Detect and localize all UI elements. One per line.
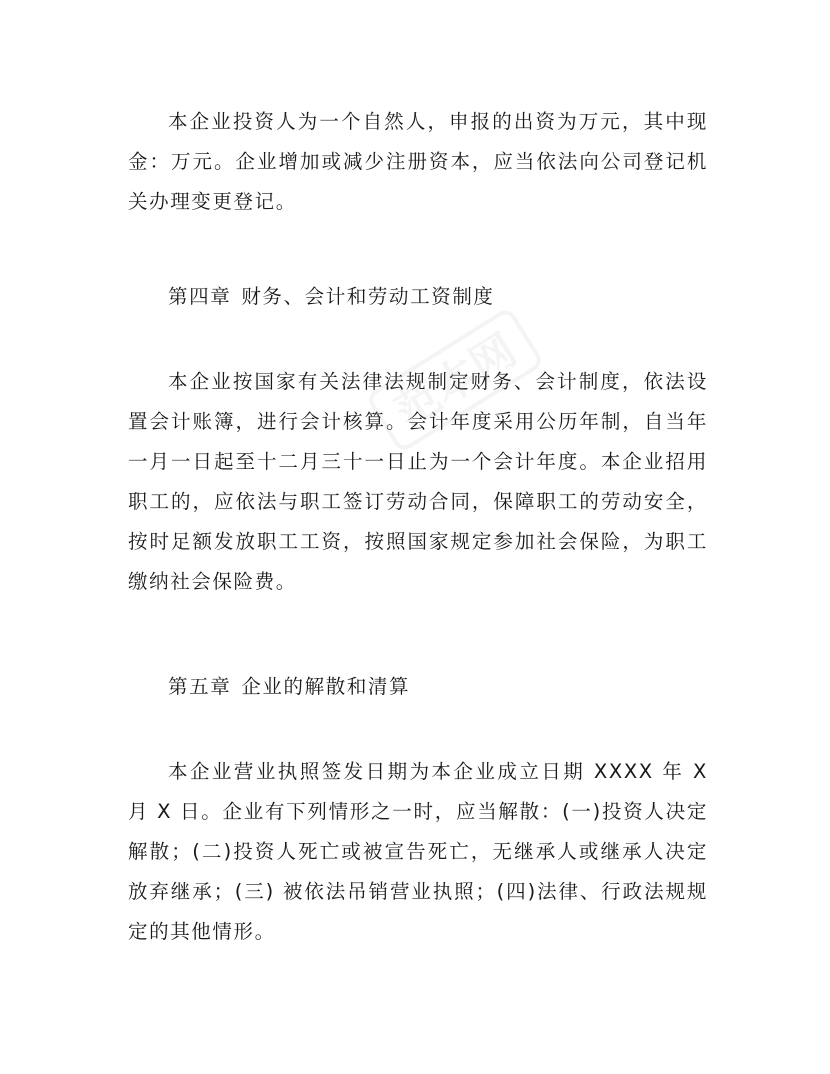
chapter-4-title: 财务、会计和劳动工资制度: [241, 285, 495, 308]
chapter-5-number: 第五章: [168, 675, 232, 698]
paragraph-dissolution: 本企业营业执照签发日期为本企业成立日期 XXXX 年 X 月 X 日。企业有下列情形之一时，应当解散：(一)投资人决定解散；(二)投资人死亡或被宣告死亡，无继承人或继承人决定放弃继承；(三) 被依法吊销营业执照；(四)法律、行政法规规定的其他情形。: [128, 760, 708, 943]
paragraph-capital: 本企业投资人为一个自然人，申报的出资为万元，其中现金：万元。企业增加或减少注册资本，应当依法向公司登记机关办理变更登记。: [128, 110, 708, 213]
watermark-text: 范本网: [386, 324, 526, 438]
chapter-4-number: 第四章: [168, 285, 232, 308]
chapter-4-heading: [168, 277, 495, 317]
chapter-5-heading: [168, 667, 410, 707]
chapter-5-title: 企业的解散和清算: [241, 675, 411, 698]
paragraph-accounting: 本企业按国家有关法律法规制定财务、会计制度，依法设置会计账簿，进行会计核算。会计年度采用公历年制，自当年一月一日起至十二月三十一日止为一个会计年度。本企业招用职工的，应依法与职工签订劳动合同，保障职工的劳动安全，按时足额发放职工工资，按照国家规定参加社会保险，为职工缴纳社会保险费。: [128, 370, 708, 593]
